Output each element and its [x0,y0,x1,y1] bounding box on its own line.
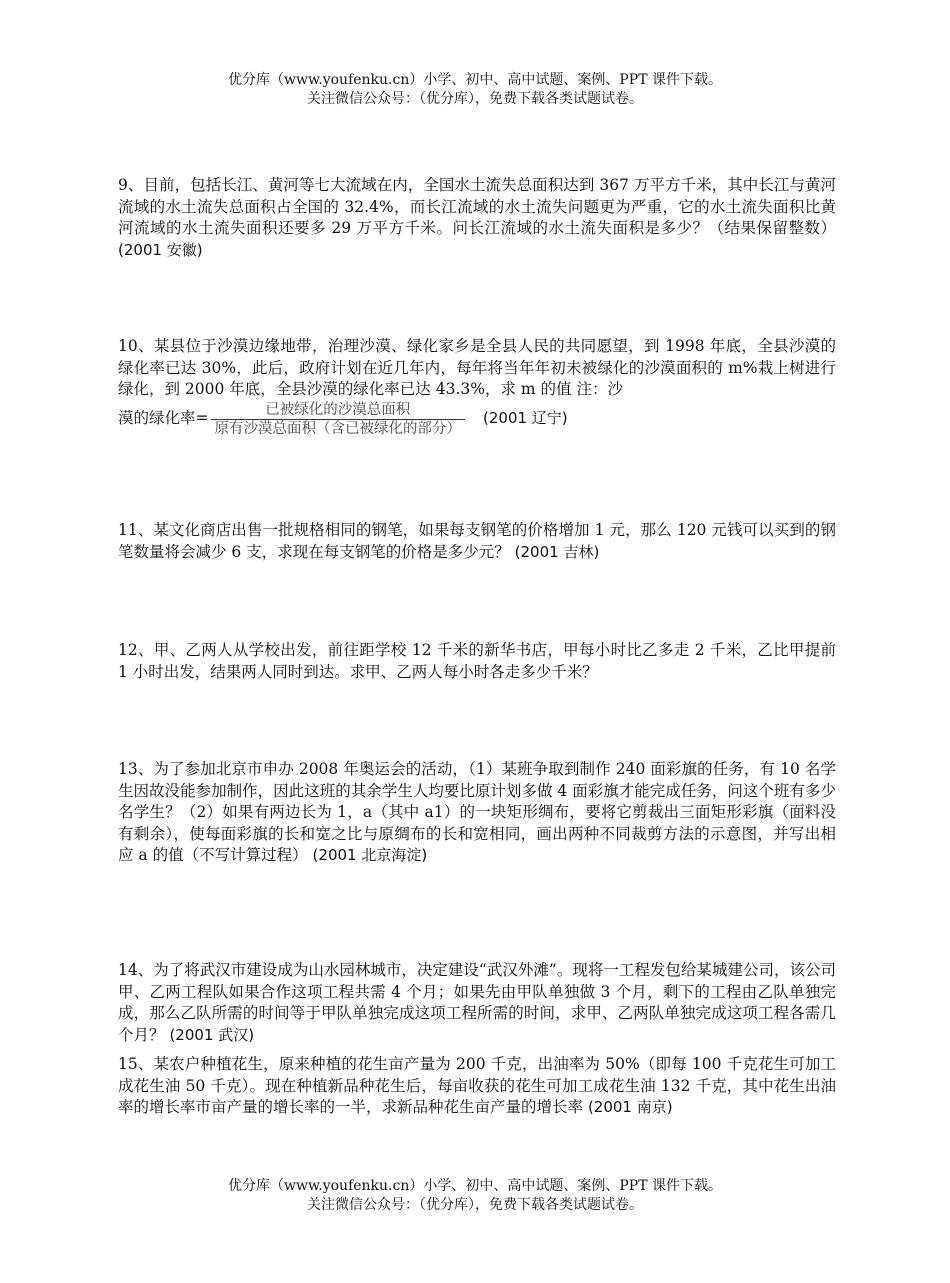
fraction-denominator: 原有沙漠总面积（含已被绿化的部分） [214,420,461,437]
formula-prefix: 漠的绿化率= [118,409,209,428]
header-line-2: 关注微信公众号：（优分库），免费下载各类试题试卷。 [307,91,643,107]
header-line-1: 优分库（www.youfenku.cn）小学、初中、高中试题、案例、PPT 课件下载。 [227,72,722,88]
question-15-source: (2001 南京) [587,1098,673,1116]
question-13 [118,759,836,867]
question-9 [118,175,836,261]
question-9-text: 9、目前，包括长江、黄河等七大流域在内，全国水土流失总面积达到 367 万平方千米，其中长江与黄河流域的水土流失总面积占全国的 32.4%，而长江流域的水土流失问题更为严重，它的水土流失面积比黄河流域的水土流失面积还要多 29 万平方千米。问长江流域的水土流失面积是多少？（结果保留整数） [118,176,836,237]
question-15-text: 15、某农户种植花生，原来种植的花生亩产量为 200 千克，出油率为 50%（即每 100 千克花生可加工成花生油 50 千克）。现在种植新品种花生后，每亩收获的花生可加工成花生油 132 千克，其中花生出油率的增长率市亩产量的增长率的一半，求新品种花生亩产量的增长率 [118,1055,836,1116]
question-14-text: 14、为了将武汉市建设成为山水园林城市，决定建设“武汉外滩”。现将一工程发包给某城建公司，该公司甲、乙两工程队如果合作这项工程共需 4 个月；如果先由甲队单独做 3 个月，剩下的工程由乙队单独完成，那么乙队所需的时间等于甲队单独完成这项工程所需的时间，求甲、乙两队单独完成这项工程各需几个月？ [118,961,836,1044]
question-10 [118,336,836,438]
question-10-source: (2001 辽宁) [483,409,568,428]
greening-rate-formula [118,401,836,438]
question-11 [118,520,836,563]
page-footer [0,1177,950,1215]
footer-line-1: 优分库（www.youfenku.cn）小学、初中、高中试题、案例、PPT 课件下载。 [227,1178,722,1194]
question-9-source: (2001 安徽) [118,240,203,259]
question-14 [118,960,836,1046]
footer-line-2: 关注微信公众号：（优分库），免费下载各类试题试卷。 [307,1197,643,1213]
question-15 [118,1054,836,1119]
question-14-source: (2001 武汉) [169,1025,255,1044]
page-header [0,71,950,109]
question-11-source: (2001 吉林) [514,542,600,561]
question-13-text: 13、为了参加北京市申办 2008 年奥运会的活动，（1）某班争取到制作 240 面彩旗的任务，有 10 名学生因故没能参加制作，因此这班的其余学生人均要比原计划多做 4 面彩旗才能完成任务，问这个班有多少名学生？（2）如果有两边长为 1，a（其中 a1）的一块矩形绸布，要将它剪裁出三面矩形彩旗（面料没有剩余），使每面彩旗的长和宽之比与原绸布的长和宽相同，画出两种不同裁剪方法的示意图，并写出相应 a 的值（不写计算过程） [118,760,836,864]
question-11-text: 11、某文化商店出售一批规格相同的钢笔，如果每支钢笔的价格增加 1 元，那么 120 元钱可以买到的钢笔数量将会减少 6 支，求现在每支钢笔的价格是多少元？ [118,521,836,561]
question-12-text: 12、甲、乙两人从学校出发，前往距学校 12 千米的新华书店，甲每小时比乙多走 2 千米，乙比甲提前 1 小时出发，结果两人同时到达。求甲、乙两人每小时各走多少千米？ [118,641,836,681]
question-10-text: 10、某县位于沙漠边缘地带，治理沙漠、绿化家乡是全县人民的共同愿望，到 1998 年底，全县沙漠的绿化率已达 30%，此后，政府计划在近几年内，每年将当年年初未被绿化的沙漠面积的 m%栽上树进行绿化，到 2000 年底，全县沙漠的绿化率已达 43.3%，求 m 的值 注：沙 [118,337,836,398]
formula-fraction [211,401,466,438]
fraction-numerator: 已被绿化的沙漠总面积 [265,401,411,418]
question-13-source: (2001 北京海淀) [312,846,428,864]
question-12 [118,640,836,683]
